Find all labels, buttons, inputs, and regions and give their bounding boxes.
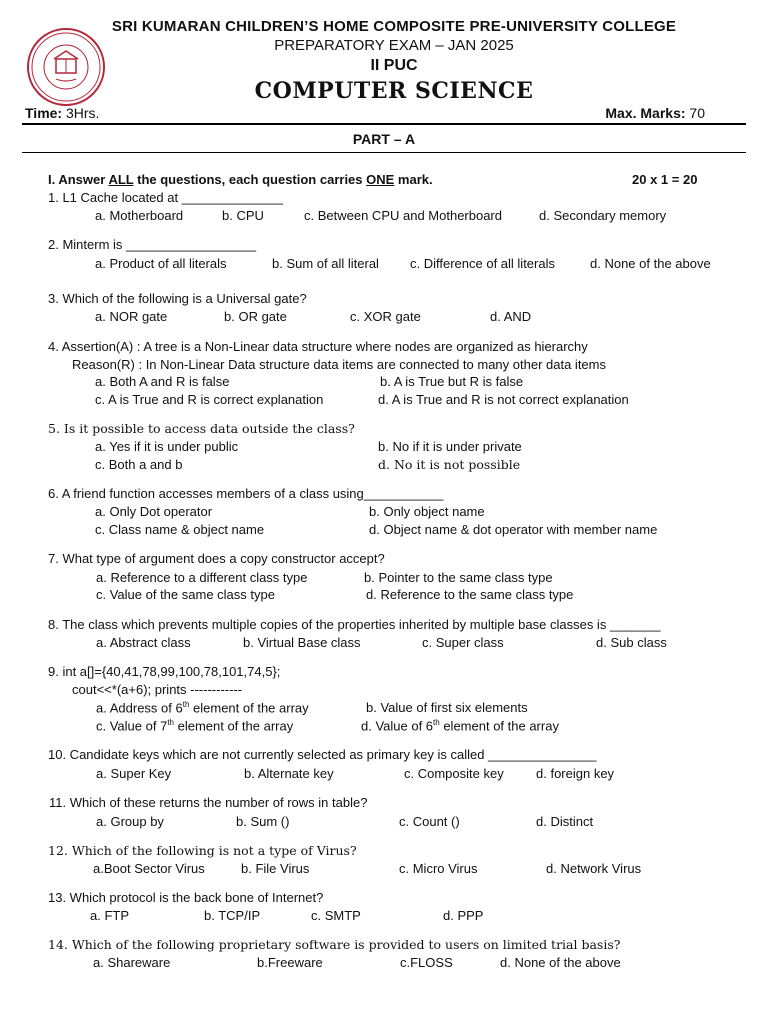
option: b. Sum () (236, 814, 290, 829)
question-text: 1. L1 Cache located at ______________ (48, 190, 283, 205)
option: c. Count () (399, 814, 460, 829)
option: c. Class name & object name (95, 522, 265, 537)
option: c. SMTP (311, 908, 361, 923)
option: b. A is True but R is false (380, 374, 524, 389)
class-name: II PUC (370, 57, 418, 74)
instruction: I. Answer ALL the questions, each question carries ONE mark. (48, 172, 433, 187)
option: a. Abstract class (96, 635, 191, 650)
score-summary: 20 x 1 = 20 (632, 172, 698, 187)
divider (22, 123, 746, 125)
option: c. Between CPU and Motherboard (304, 208, 502, 223)
question-text: 3. Which of the following is a Universal gate? (48, 291, 307, 306)
option: b. Value of first six elements (366, 700, 528, 715)
time-label: Time: (25, 105, 63, 121)
option: d. foreign key (536, 766, 615, 781)
option: a. Shareware (93, 955, 171, 970)
option: d. Sub class (596, 635, 667, 650)
option: a. Only Dot operator (95, 504, 213, 519)
question-text: 6. A friend function accesses members of a class using___________ (48, 486, 444, 501)
option: b. Virtual Base class (243, 635, 361, 650)
option: d. None of the above (590, 256, 711, 271)
question-text: 14. Which of the following proprietary software is provided to users on limited trial basis? (48, 937, 621, 952)
option: d. Distinct (536, 814, 594, 829)
option: d. None of the above (500, 955, 621, 970)
option: c. Micro Virus (399, 861, 478, 876)
question-text: 10. Candidate keys which are not currently selected as primary key is called _______________ (48, 747, 597, 762)
option: b. OR gate (224, 309, 287, 324)
question-text: 12. Which of the following is not a type of Virus? (48, 843, 357, 858)
option: b.Freeware (257, 955, 323, 970)
option: c. A is True and R is correct explanation (95, 392, 324, 407)
option: a. Both A and R is false (95, 374, 230, 389)
question-text: 11. Which of these returns the number of rows in table? (49, 795, 368, 810)
option: d. PPP (443, 908, 484, 923)
divider (22, 152, 746, 153)
question-text: 8. The class which prevents multiple copies of the properties inherited by multiple base classes is _______ (48, 617, 661, 632)
option: c. Difference of all literals (410, 256, 555, 271)
marks-value: 70 (689, 105, 705, 121)
part-heading: PART – A (352, 131, 416, 147)
option: a. Reference to a different class type (96, 570, 308, 585)
question-text: cout<<*(a+6); prints ------------ (72, 682, 243, 697)
option: c. Super class (422, 635, 504, 650)
question-text: 4. Assertion(A) : A tree is a Non-Linear data structure where nodes are organized as hierarchy (48, 339, 588, 354)
option: a. FTP (90, 908, 130, 923)
option: b. No if it is under private (378, 439, 522, 454)
option: a. Super Key (96, 766, 172, 781)
option: a. NOR gate (95, 309, 168, 324)
option: b. Alternate key (244, 766, 334, 781)
option: d. Secondary memory (539, 208, 667, 223)
option: a.Boot Sector Virus (93, 861, 205, 876)
option: c. Value of the same class type (96, 587, 275, 602)
exam-title: PREPARATORY EXAM – JAN 2025 (274, 37, 514, 54)
option: a. Address of 6th element of the array (96, 700, 309, 716)
option: b. TCP/IP (204, 908, 261, 923)
option: b. Only object name (369, 504, 485, 519)
time-value: 3Hrs. (65, 105, 100, 121)
college-name: SRI KUMARAN CHILDREN’S HOME COMPOSITE PRE-UNIVERSITY COLLEGE (111, 18, 677, 35)
time-info (25, 105, 99, 121)
option: b. Pointer to the same class type (364, 570, 553, 585)
option: c. Both a and b (95, 457, 183, 472)
option: c. Composite key (404, 766, 504, 781)
question-text: 2. Minterm is __________________ (48, 237, 257, 252)
option: d. AND (490, 309, 532, 324)
option: d. A is True and R is not correct explanation (378, 392, 629, 407)
question-text: 9. int a[]={40,41,78,99,100,78,101,74,5}; (48, 664, 281, 679)
option: d. Network Virus (546, 861, 642, 876)
option: b. Sum of all literal (272, 256, 379, 271)
subject-title: COMPUTER SCIENCE (254, 78, 534, 104)
option: c.FLOSS (400, 955, 453, 970)
marks-label: Max. Marks: (605, 105, 686, 121)
option: c. XOR gate (350, 309, 421, 324)
option: d. No it is not possible (378, 457, 521, 472)
question-text: 5. Is it possible to access data outside the class? (48, 421, 355, 436)
marks-info (605, 105, 705, 121)
option: d. Reference to the same class type (366, 587, 574, 602)
question-text: 13. Which protocol is the back bone of Internet? (48, 890, 324, 905)
option: a. Group by (96, 814, 164, 829)
option: a. Yes if it is under public (95, 439, 239, 454)
option: a. Motherboard (95, 208, 184, 223)
option: d. Object name & dot operator with member name (369, 522, 658, 537)
question-text: 7. What type of argument does a copy constructor accept? (48, 551, 385, 566)
option: a. Product of all literals (95, 256, 227, 271)
question-text: Reason(R) : In Non-Linear Data structure data items are connected to many other data items (72, 357, 606, 372)
option: c. Value of 7th element of the array (96, 718, 294, 734)
option: d. Value of 6th element of the array (361, 718, 559, 734)
option: b. File Virus (241, 861, 310, 876)
option: b. CPU (222, 208, 264, 223)
